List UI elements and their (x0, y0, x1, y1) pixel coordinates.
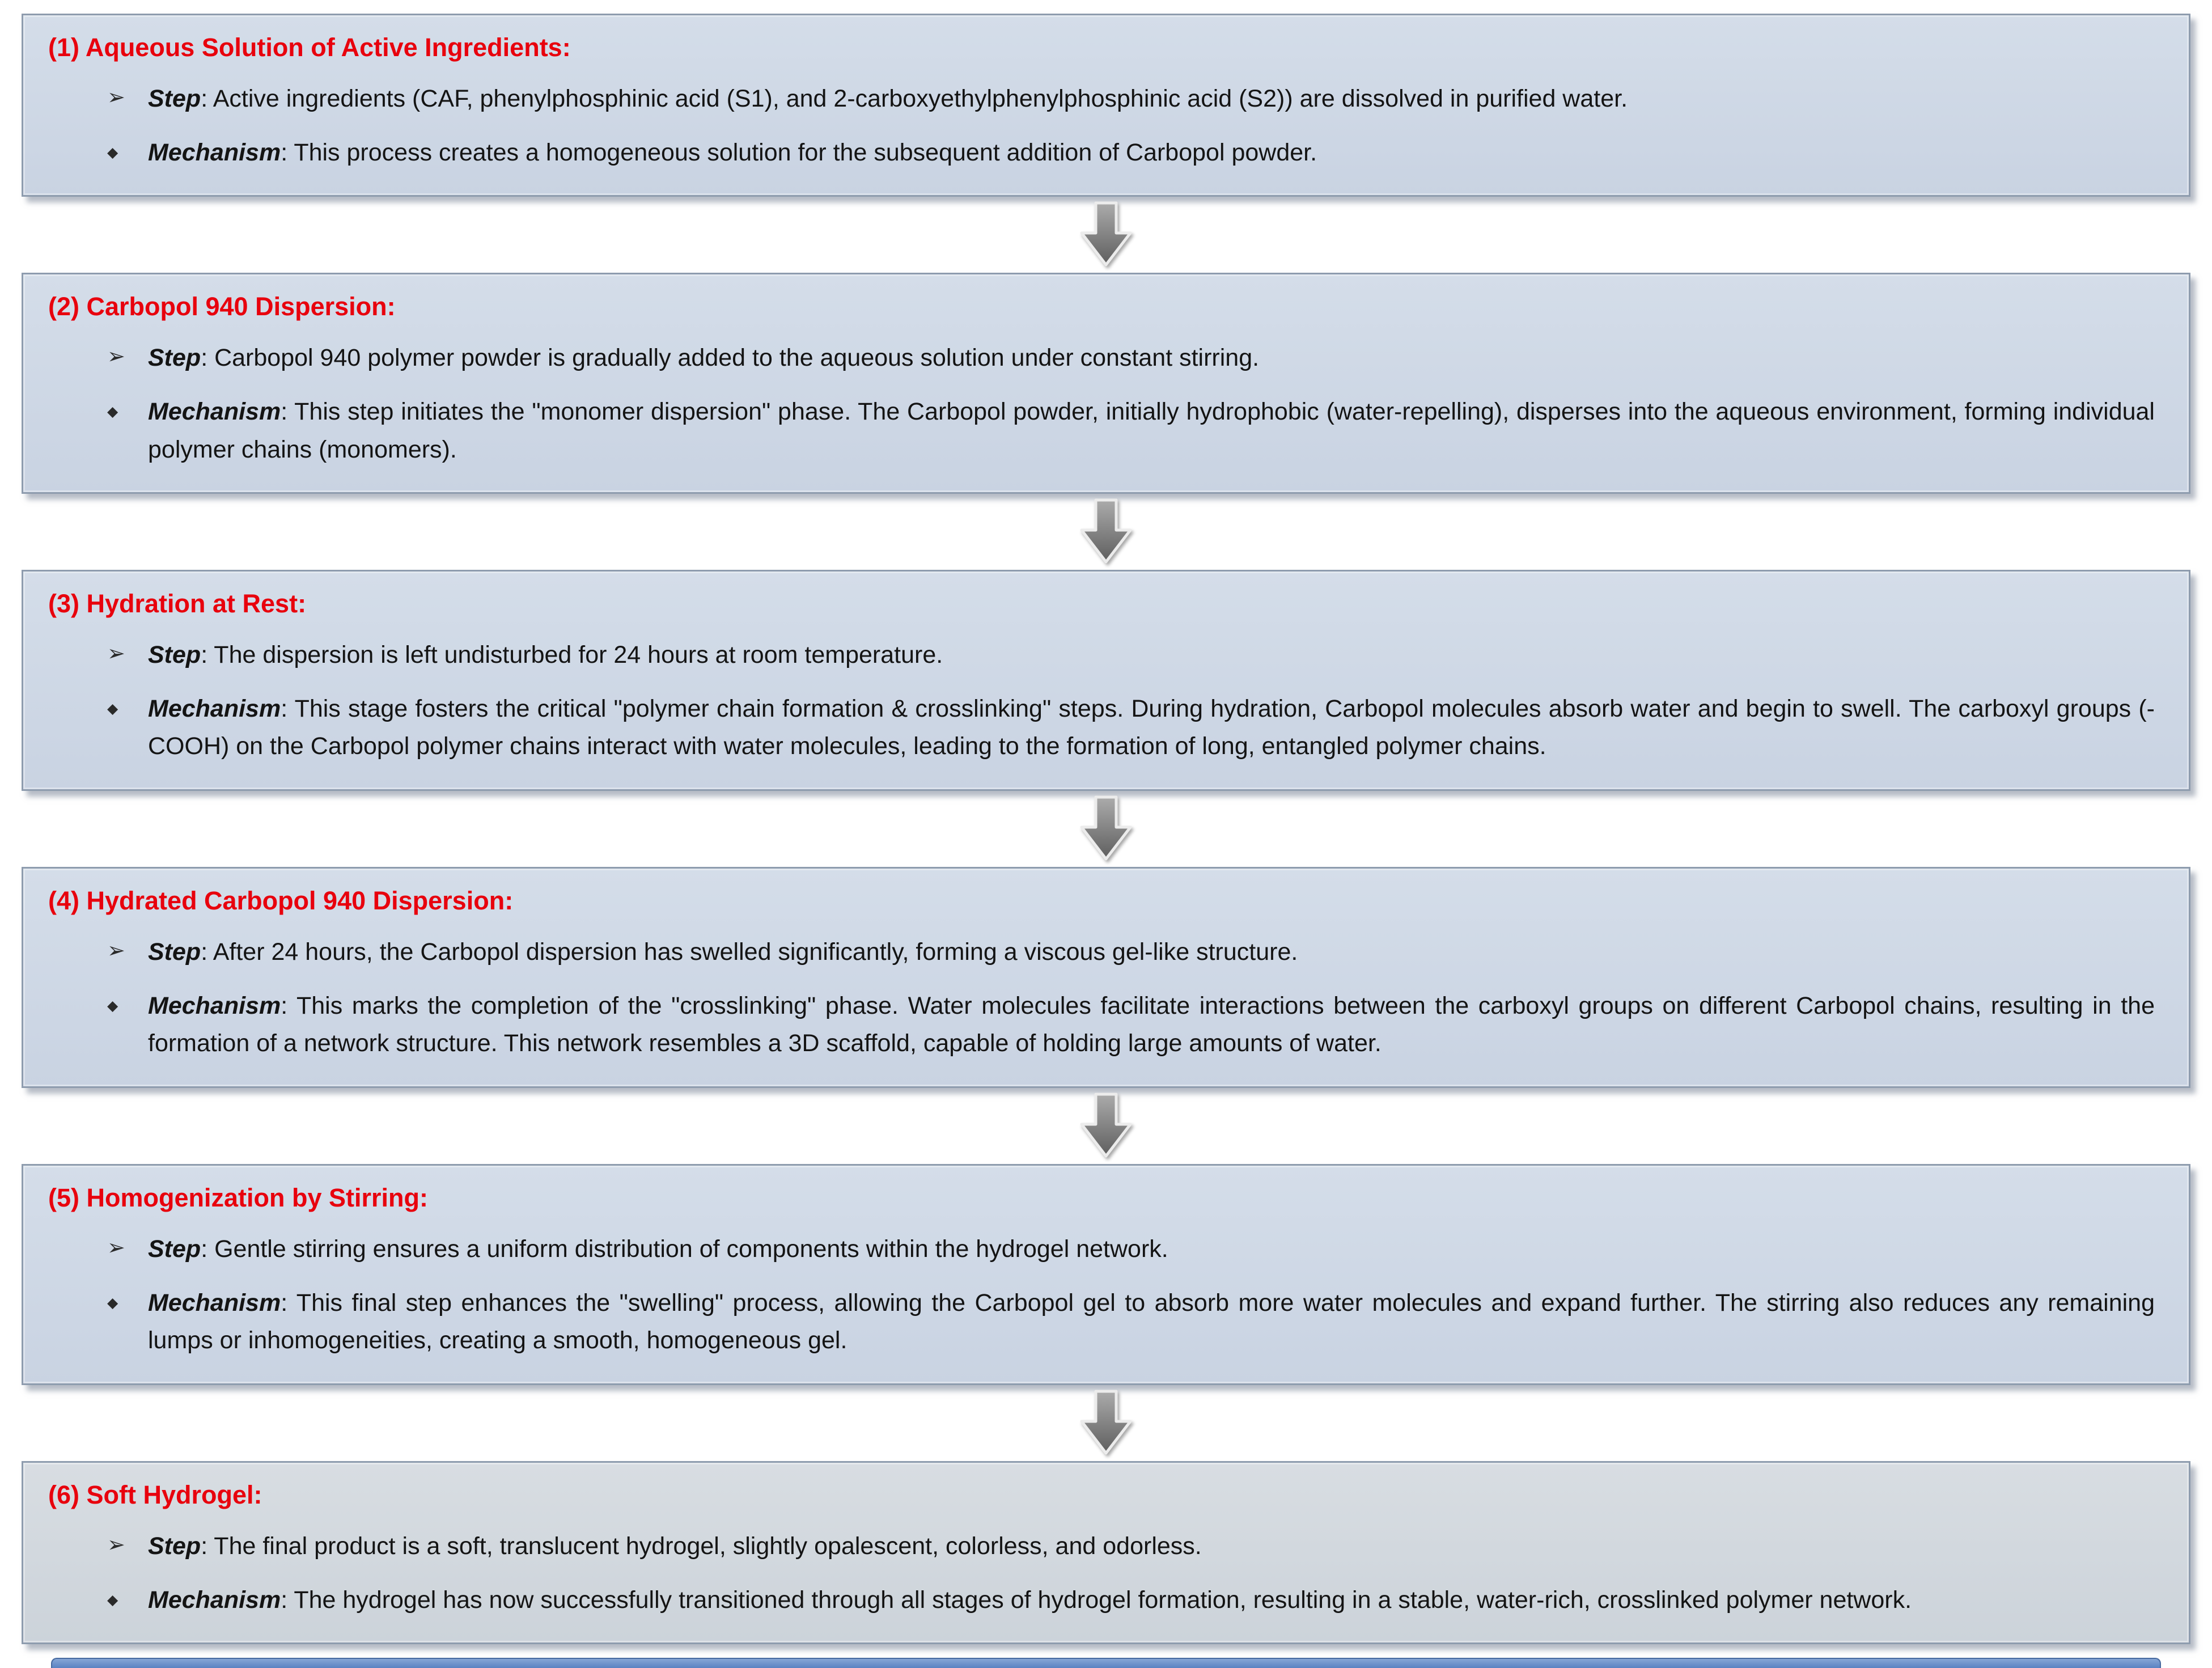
arrowhead-bullet-icon: ➢ (107, 1531, 125, 1557)
down-arrow-icon (1079, 1093, 1133, 1158)
flow-down-arrow (22, 1385, 2190, 1461)
arrowhead-bullet-icon: ➢ (107, 641, 125, 666)
mechanism-body: : This marks the completion of the "crosslinking" phase. Water molecules facilitate interactions between the carboxyl groups on different Carbopol chains, resulting in the formation of a network structure. This network resembles a 3D scaffold, capable of holding large amounts of water. (148, 992, 2155, 1057)
step-body: : After 24 hours, the Carbopol dispersion has swelled significantly, forming a viscous gel-like structure. (201, 938, 1298, 966)
step-label: Step (148, 641, 201, 669)
step-text (148, 339, 2155, 377)
mechanism-text (148, 1581, 2155, 1619)
arrowhead-bullet-icon: ➢ (107, 938, 125, 963)
process-box-4 (22, 867, 2190, 1088)
diamond-bullet-icon: ◆ (107, 997, 118, 1014)
diamond-bullet-icon: ◆ (107, 1294, 118, 1311)
mechanism-body: : This stage fosters the critical "polymer chain formation & crosslinking" steps. During hydration, Carbopol molecules absorb water and begin to swell. The carboxyl groups (-COOH) on the Carbopol polymer chains interact with water molecules, leading to the formation of long, entangled polymer chains. (148, 695, 2155, 760)
mechanism-body: : This process creates a homogeneous solution for the subsequent addition of Carbopol powder. (281, 138, 1317, 166)
flow-down-arrow (22, 197, 2190, 273)
mechanism-label: Mechanism (148, 992, 281, 1019)
flow-down-arrow (22, 1088, 2190, 1164)
mechanism-text (148, 134, 2155, 172)
arrowhead-bullet-icon: ➢ (107, 84, 125, 109)
box-1-title: (1) Aqueous Solution of Active Ingredients: (48, 33, 571, 62)
step-line (48, 636, 2155, 674)
diamond-bullet-icon: ◆ (107, 700, 118, 717)
box-3-title: (3) Hydration at Rest: (48, 589, 307, 619)
step-label: Step (148, 344, 201, 372)
cutoff-blue-bar (51, 1658, 2161, 1668)
process-box-2 (22, 273, 2190, 494)
mechanism-label: Mechanism (148, 397, 281, 425)
step-label: Step (148, 1532, 201, 1560)
step-text (148, 636, 2155, 674)
step-text (148, 80, 2155, 118)
step-line (48, 933, 2155, 971)
step-line (48, 1230, 2155, 1268)
mechanism-line (48, 393, 2155, 468)
step-text (148, 1527, 2155, 1565)
mechanism-label: Mechanism (148, 695, 281, 722)
box-4-title: (4) Hydrated Carbopol 940 Dispersion: (48, 886, 514, 916)
step-body: : Active ingredients (CAF, phenylphosphinic acid (S1), and 2-carboxyethylphenylphosphinic acid (S2)) are dissolved in purified water. (201, 85, 1628, 112)
mechanism-text (148, 1284, 2155, 1360)
flow-down-arrow (22, 791, 2190, 867)
box-6-title: (6) Soft Hydrogel: (48, 1480, 262, 1509)
flow-down-arrow (22, 494, 2190, 570)
mechanism-text (148, 690, 2155, 765)
down-arrow-icon (1079, 201, 1133, 267)
mechanism-text (148, 393, 2155, 468)
mechanism-body: : This final step enhances the "swelling" process, allowing the Carbopol gel to absorb more water molecules and expand further. The stirring also reduces any remaining lumps or inhomogeneities, creating a smooth, homogeneous gel. (148, 1289, 2155, 1354)
down-arrow-icon (1079, 1390, 1133, 1455)
mechanism-label: Mechanism (148, 138, 281, 166)
arrowhead-bullet-icon: ➢ (107, 344, 125, 369)
mechanism-line (48, 987, 2155, 1062)
step-body: : Gentle stirring ensures a uniform distribution of components within the hydrogel network. (201, 1235, 1168, 1263)
step-line (48, 80, 2155, 118)
diamond-bullet-icon: ◆ (107, 143, 118, 160)
mechanism-body: : The hydrogel has now successfully transitioned through all stages of hydrogel formation, resulting in a stable, water-rich, crosslinked polymer network. (281, 1586, 1912, 1614)
step-body: : The final product is a soft, translucent hydrogel, slightly opalescent, colorless, and odorless. (201, 1532, 1202, 1560)
mechanism-label: Mechanism (148, 1289, 281, 1316)
mechanism-label: Mechanism (148, 1586, 281, 1614)
diamond-bullet-icon: ◆ (107, 403, 118, 420)
step-label: Step (148, 85, 201, 112)
down-arrow-icon (1079, 498, 1133, 564)
mechanism-line (48, 134, 2155, 172)
step-text (148, 1230, 2155, 1268)
step-line (48, 339, 2155, 377)
step-body: : The dispersion is left undisturbed for 24 hours at room temperature. (201, 641, 943, 669)
arrowhead-bullet-icon: ➢ (107, 1235, 125, 1260)
mechanism-body: : This step initiates the "monomer dispersion" phase. The Carbopol powder, initially hydrophobic (water-repelling), disperses into the aqueous environment, forming individual polymer chains (monomers). (148, 397, 2155, 463)
process-box-1 (22, 14, 2190, 197)
step-text (148, 933, 2155, 971)
step-label: Step (148, 1235, 201, 1263)
down-arrow-icon (1079, 795, 1133, 861)
step-label: Step (148, 938, 201, 966)
process-box-5 (22, 1164, 2190, 1385)
box-2-title: (2) Carbopol 940 Dispersion: (48, 292, 396, 321)
diamond-bullet-icon: ◆ (107, 1591, 118, 1608)
process-box-3 (22, 570, 2190, 791)
step-body: : Carbopol 940 polymer powder is gradually added to the aqueous solution under constant stirring. (201, 344, 1260, 372)
mechanism-line (48, 690, 2155, 765)
mechanism-line (48, 1284, 2155, 1360)
mechanism-line (48, 1581, 2155, 1619)
box-5-title: (5) Homogenization by Stirring: (48, 1183, 428, 1213)
process-box-6 (22, 1461, 2190, 1644)
mechanism-text (148, 987, 2155, 1062)
step-line (48, 1527, 2155, 1565)
